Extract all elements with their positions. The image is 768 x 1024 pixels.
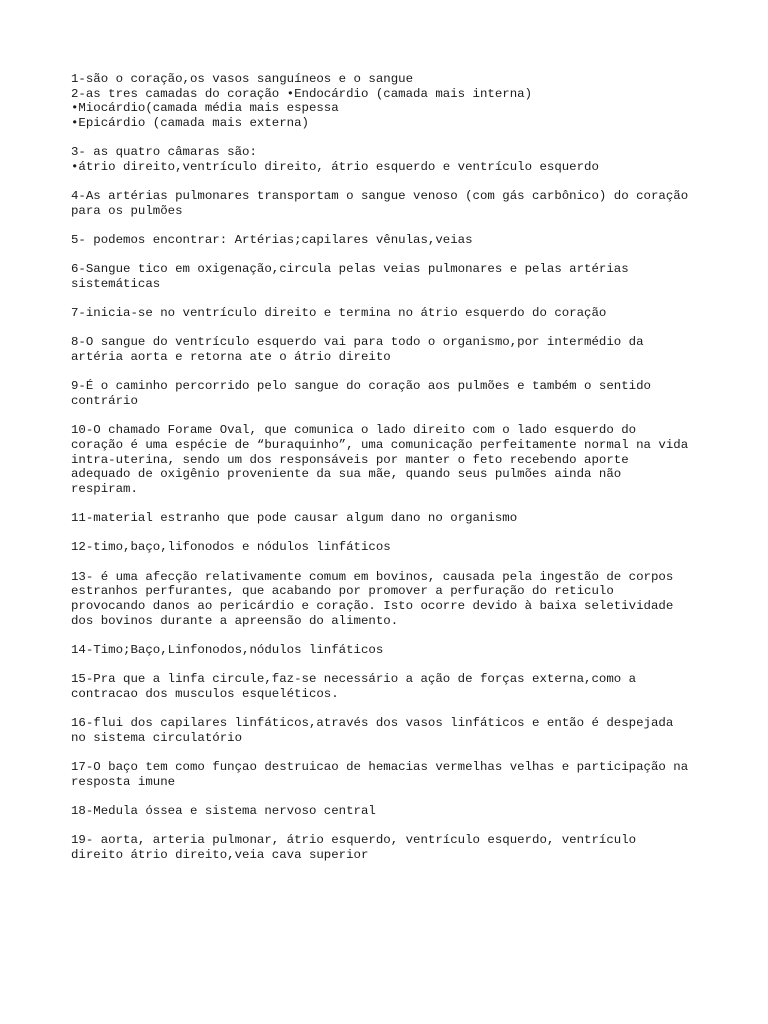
text-line: •Epicárdio (camada mais externa) <box>71 116 309 131</box>
text-line: •átrio direito,ventrículo direito, átrio esquerdo e ventrículo esquerdo <box>71 160 599 175</box>
answer-paragraph <box>71 804 711 819</box>
text-line: adequado de oxigênio proveniente da sua mãe, quando seus pulmões ainda não <box>71 467 622 482</box>
text-line: 5- podemos encontrar: Artérias;capilares vênulas,veias <box>71 233 473 248</box>
text-line: respiram. <box>71 482 138 497</box>
text-line: 4-As artérias pulmonares transportam o sangue venoso (com gás carbônico) do coração <box>71 189 689 204</box>
answer-paragraph <box>71 145 711 174</box>
answer-paragraph <box>71 643 711 658</box>
answer-paragraph <box>71 540 711 555</box>
text-line: artéria aorta e retorna ate o átrio direito <box>71 350 391 365</box>
text-line: resposta imune <box>71 774 176 789</box>
text-line: 1-são o coração,os vasos sanguíneos e o sangue <box>71 72 414 86</box>
text-line: 11-material estranho que pode causar algum dano no organismo <box>71 511 518 526</box>
text-line: no sistema circulatório <box>71 730 243 745</box>
text-line: 19- aorta, arteria pulmonar, átrio esquerdo, ventrículo esquerdo, ventrículo <box>71 833 637 848</box>
answer-paragraph <box>71 262 711 291</box>
text-line: provocando danos ao pericárdio e coração. Isto ocorre devido à baixa seletividade <box>71 599 674 614</box>
text-line: 3- as quatro câmaras são: <box>71 145 257 160</box>
text-line: 10-O chamado Forame Oval, que comunica o lado direito com o lado esquerdo do <box>71 423 637 438</box>
text-line: 9-É o caminho percorrido pelo sangue do coração aos pulmões e também o sentido <box>71 379 651 394</box>
text-line: intra-uterina, sendo um dos responsáveis por manter o feto recebendo aporte <box>71 452 629 467</box>
answer-paragraph <box>71 511 711 526</box>
text-line: contracao dos musculos esqueléticos. <box>71 686 339 701</box>
text-line: 14-Timo;Baço,Linfonodos,nódulos linfáticos <box>71 642 384 657</box>
text-line: 8-O sangue do ventrículo esquerdo vai para todo o organismo,por intermédio da <box>71 335 644 350</box>
text-line: 13- é uma afecção relativamente comum em bovinos, causada pela ingestão de corpos <box>71 569 674 584</box>
text-line: 16-flui dos capilares linfáticos,através dos vasos linfáticos e então é despejada <box>71 716 674 731</box>
text-line: para os pulmões <box>71 203 183 218</box>
text-line: sistemáticas <box>71 277 161 292</box>
text-line: coração é uma espécie de “buraquinho”, uma comunicação perfeitamente normal na vida <box>71 437 689 452</box>
text-line: 2-as tres camadas do coração •Endocárdio (camada mais interna) <box>71 86 533 101</box>
answer-paragraph <box>71 335 711 364</box>
answer-paragraph <box>71 306 711 321</box>
answer-paragraph <box>71 672 711 701</box>
answer-paragraph <box>71 423 711 497</box>
text-line: estranhos perfurantes, que acabando por promover a perfuração do reticulo <box>71 584 614 599</box>
text-line: direito átrio direito,veia cava superior <box>71 847 369 862</box>
text-line: 7-inicia-se no ventrículo direito e termina no átrio esquerdo do coração <box>71 306 607 321</box>
answer-paragraph <box>71 716 711 745</box>
text-line: 18-Medula óssea e sistema nervoso central <box>71 803 376 818</box>
answer-paragraph <box>71 379 711 408</box>
answer-paragraph <box>71 72 711 131</box>
text-line: 17-O baço tem como funçao destruicao de hemacias vermelhas velhas e participação na <box>71 760 689 774</box>
answer-paragraph <box>71 233 711 248</box>
text-line: dos bovinos durante a apreensão do alimento. <box>71 613 399 628</box>
text-line: •Miocárdio(camada média mais espessa <box>71 101 339 116</box>
answer-paragraph <box>71 570 711 629</box>
answer-paragraph <box>71 189 711 218</box>
document-body <box>71 72 711 877</box>
text-line: 12-timo,baço,lifonodos e nódulos linfáticos <box>71 540 391 555</box>
answer-paragraph <box>71 760 711 789</box>
text-line: 15-Pra que a linfa circule,faz-se necessário a ação de forças externa,como a <box>71 672 637 687</box>
answer-paragraph <box>71 833 711 862</box>
text-line: 6-Sangue tico em oxigenação,circula pelas veias pulmonares e pelas artérias <box>71 262 629 277</box>
text-line: contrário <box>71 394 138 409</box>
